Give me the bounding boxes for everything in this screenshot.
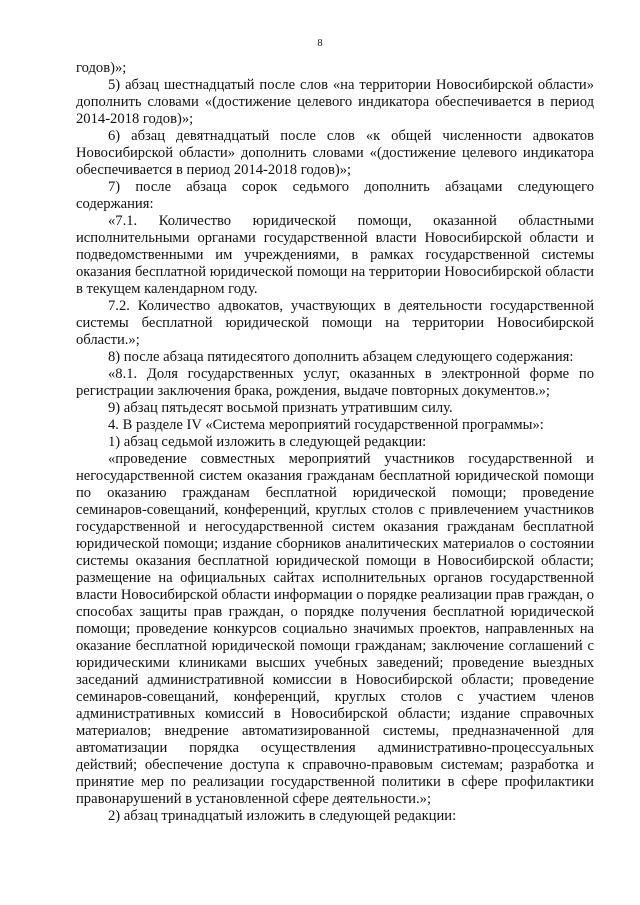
paragraph-item-5: 5) абзац шестнадцатый после слов «на территории Новосибирской области» дополнить словами «(достижение целевого индикатора обеспечивается в период 2014-2018 годов)»;	[76, 77, 594, 127]
page-number: 8	[317, 38, 323, 49]
paragraph-item-8: 8) после абзаца пятидесятого дополнить абзацем следующего содержания:	[108, 349, 574, 365]
paragraph-indicator-8-1: «8.1. Доля государственных услуг, оказанных в электронной форме по регистрации заключения брака, рождения, выдаче повторных документов.»;	[76, 366, 594, 399]
document-body	[76, 60, 594, 825]
paragraph-item-6: 6) абзац девятнадцатый после слов «к общей численности адвокатов Новосибирской области» дополнить словами «(достижение целевого индикатора обеспечивается в период 2014-2018 годов)»;	[76, 128, 594, 178]
paragraph-section-4: 4. В разделе IV «Система мероприятий государственной программы»:	[108, 417, 544, 433]
paragraph-subitem-1: 1) абзац седьмой изложить в следующей редакции:	[108, 434, 427, 450]
paragraph-item-7: 7) после абзаца сорок седьмого дополнить абзацами следующего содержания:	[76, 179, 594, 212]
paragraph-continuation: годов)»;	[76, 60, 127, 76]
paragraph-indicator-7-1: «7.1. Количество юридической помощи, оказанной областными исполнительными органами государственной власти Новосибирской области и подведомственными им учреждениями, в рамках государственной системы оказания бесплатной юридической помощи на территории Новосибирской области в текущем календарном году.	[76, 213, 594, 297]
paragraph-new-wording: «проведение совместных мероприятий участников государственной и негосударственной систем оказания гражданам бесплатной юридической помощи по оказанию гражданам бесплатной юридической помощи; проведение семинаров-совещаний, конференций, круглых столов с привлечением участников государственной и негосударственной систем оказания гражданам бесплатной юридической помощи; издание сборников аналитических материалов о состоянии системы оказания бесплатной юридической помощи в Новосибирской области; размещение на официальных сайтах исполнительных органов государственной власти Новосибирской области информации о порядке реализации прав граждан, о способах защиты прав граждан, о порядке получения бесплатной юридической помощи; проведение конкурсов социально значимых проектов, направленных на оказание бесплатной юридической помощи гражданам; заключение соглашений с юридическими клиниками высших учебных заведений; проведение выездных заседаний административной комиссии в Новосибирской области; проведение семинаров-совещаний, конференций, круглых столов с участием членов административных комиссий в Новосибирской области; издание справочных материалов; внедрение автоматизированной системы, предназначенной для автоматизации порядка осуществления административно-процессуальных действий; обеспечение доступа к справочно-правовым системам; разработка и принятие мер по реализации государственной политики в сфере профилактики правонарушений в установленной сфере деятельности.»;	[76, 451, 594, 807]
paragraph-subitem-2: 2) абзац тринадцатый изложить в следующей редакции:	[108, 808, 457, 824]
paragraph-item-9: 9) абзац пятьдесят восьмой признать утратившим силу.	[108, 400, 453, 416]
paragraph-indicator-7-2: 7.2. Количество адвокатов, участвующих в деятельности государственной системы бесплатной юридической помощи на территории Новосибирской области.»;	[76, 298, 594, 348]
